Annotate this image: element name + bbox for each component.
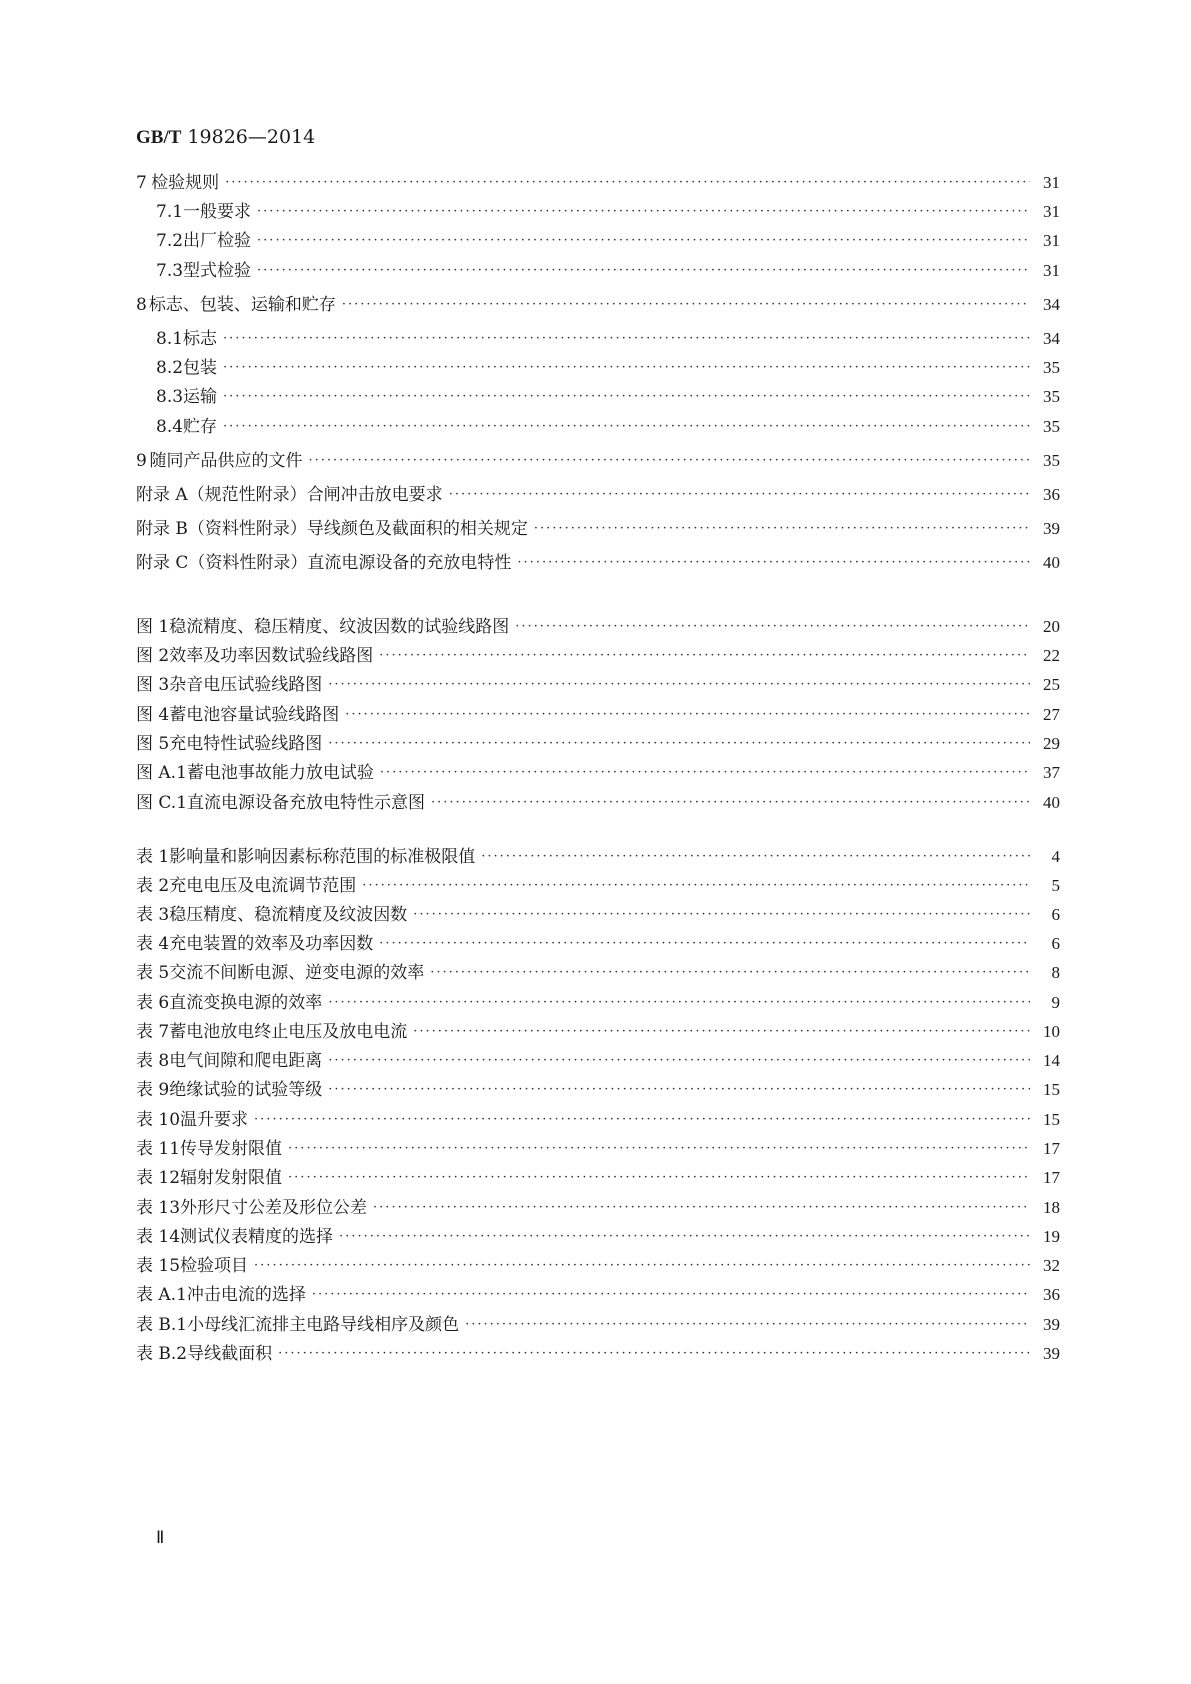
entry-page-number: 40 bbox=[1043, 793, 1060, 812]
entry-number: 7.3 bbox=[156, 261, 184, 281]
entry-page-number: 35 bbox=[1043, 358, 1060, 377]
entry-page-number: 10 bbox=[1043, 1022, 1060, 1041]
leader-dots bbox=[328, 1052, 1030, 1070]
entry-page-number: 14 bbox=[1043, 1051, 1060, 1070]
entry-title: 充电特性试验线路图 bbox=[169, 734, 323, 754]
entry-title: 测试仪表精度的选择 bbox=[180, 1227, 334, 1247]
entry-page-number: 15 bbox=[1043, 1080, 1060, 1099]
leader-dots bbox=[257, 262, 1030, 280]
entry-page-number: 31 bbox=[1043, 261, 1060, 280]
entry-number: 图 A.1 bbox=[136, 763, 187, 783]
entry-title: 直流电源设备的充放电特性 bbox=[307, 553, 512, 573]
entry-page-number: 36 bbox=[1043, 485, 1060, 504]
table-list-entry[interactable] bbox=[136, 1193, 1060, 1219]
figure-list-entry[interactable] bbox=[136, 788, 1060, 814]
entry-title: 温升要求 bbox=[180, 1110, 249, 1130]
toc-entry[interactable] bbox=[136, 256, 1060, 282]
entry-number: 表 B.1 bbox=[136, 1315, 188, 1335]
entry-title: 传导发射限值 bbox=[180, 1139, 283, 1159]
entry-number: 表 13 bbox=[136, 1198, 181, 1218]
entry-number: 表 1 bbox=[136, 847, 170, 867]
leader-dots bbox=[257, 232, 1030, 250]
figure-list-entry[interactable] bbox=[136, 641, 1060, 667]
entry-page-number: 35 bbox=[1043, 387, 1060, 406]
entry-title: 外形尺寸公差及形位公差 bbox=[180, 1198, 368, 1218]
entry-number: 9 bbox=[136, 451, 147, 471]
table-list-entry[interactable] bbox=[136, 988, 1060, 1014]
leader-dots bbox=[379, 647, 1030, 665]
entry-number: 附录 B（资料性附录） bbox=[136, 519, 307, 539]
entry-title: 标志、包装、运输和贮存 bbox=[148, 295, 336, 315]
entry-number: 附录 C（资料性附录） bbox=[136, 553, 308, 573]
entry-title: 影响量和影响因素标称范围的标准极限值 bbox=[169, 847, 476, 867]
table-list-entry[interactable] bbox=[136, 1163, 1060, 1189]
entry-number: 8.2 bbox=[156, 358, 184, 378]
figure-list-entry[interactable] bbox=[136, 670, 1060, 696]
entry-number: 表 12 bbox=[136, 1168, 181, 1188]
entry-page-number: 35 bbox=[1043, 451, 1060, 470]
table-list-entry[interactable] bbox=[136, 1339, 1060, 1365]
table-list-entry[interactable] bbox=[136, 1046, 1060, 1072]
entry-title: 一般要求 bbox=[183, 202, 252, 222]
table-list-entry[interactable] bbox=[136, 1280, 1060, 1306]
leader-dots bbox=[254, 1111, 1030, 1129]
leader-dots bbox=[312, 1286, 1030, 1304]
leader-dots bbox=[254, 1257, 1030, 1275]
leader-dots bbox=[328, 1081, 1030, 1099]
entry-number: 表 10 bbox=[136, 1110, 181, 1130]
table-list-entry[interactable] bbox=[136, 900, 1060, 926]
entry-page-number: 39 bbox=[1043, 1315, 1060, 1334]
entry-page-number: 36 bbox=[1043, 1285, 1060, 1304]
entry-page-number: 8 bbox=[1051, 963, 1060, 982]
leader-dots bbox=[223, 418, 1030, 436]
leader-dots bbox=[431, 794, 1030, 812]
leader-dots bbox=[515, 618, 1030, 636]
entry-title: 小母线汇流排主电路导线相序及颜色 bbox=[187, 1315, 460, 1335]
entry-number: 表 2 bbox=[136, 876, 170, 896]
toc-entry[interactable] bbox=[136, 290, 1060, 316]
entry-page-number: 39 bbox=[1043, 519, 1060, 538]
figure-list-entry[interactable] bbox=[136, 758, 1060, 784]
entry-page-number: 18 bbox=[1043, 1198, 1060, 1217]
entry-number: 8.3 bbox=[156, 387, 184, 407]
leader-dots bbox=[362, 877, 1030, 895]
entry-page-number: 17 bbox=[1043, 1139, 1060, 1158]
entry-number: 8.1 bbox=[156, 329, 184, 349]
leader-dots bbox=[309, 452, 1030, 470]
leader-dots bbox=[449, 486, 1030, 504]
entry-title: 稳压精度、稳流精度及纹波因数 bbox=[169, 905, 408, 925]
entry-title: 蓄电池容量试验线路图 bbox=[169, 705, 340, 725]
leader-dots bbox=[339, 1228, 1030, 1246]
leader-dots bbox=[223, 359, 1030, 377]
leader-dots bbox=[413, 906, 1030, 924]
leader-dots bbox=[225, 174, 1030, 192]
entry-page-number: 9 bbox=[1051, 993, 1060, 1012]
entry-page-number: 19 bbox=[1043, 1227, 1060, 1246]
entry-title: 交流不间断电源、逆变电源的效率 bbox=[169, 963, 425, 983]
document-header bbox=[136, 126, 315, 149]
entry-number: 表 4 bbox=[136, 934, 170, 954]
entry-number: 图 C.1 bbox=[136, 793, 188, 813]
entry-number: 7.1 bbox=[156, 202, 184, 222]
entry-page-number: 22 bbox=[1043, 646, 1060, 665]
leader-dots bbox=[288, 1140, 1030, 1158]
entry-title: 标志 bbox=[183, 329, 218, 349]
entry-page-number: 32 bbox=[1043, 1256, 1060, 1275]
entry-title: 随同产品供应的文件 bbox=[149, 451, 303, 471]
figure-list-entry[interactable] bbox=[136, 729, 1060, 755]
entry-page-number: 34 bbox=[1043, 329, 1060, 348]
leader-dots bbox=[223, 330, 1030, 348]
entry-title: 辐射发射限值 bbox=[180, 1168, 283, 1188]
entry-page-number: 25 bbox=[1043, 675, 1060, 694]
entry-title: 贮存 bbox=[183, 417, 218, 437]
leader-dots bbox=[465, 1316, 1030, 1334]
entry-title: 充电电压及电流调节范围 bbox=[169, 876, 357, 896]
leader-dots bbox=[413, 1023, 1030, 1041]
entry-page-number: 35 bbox=[1043, 417, 1060, 436]
entry-title: 检验项目 bbox=[180, 1256, 249, 1276]
entry-page-number: 20 bbox=[1043, 617, 1060, 636]
entry-number: 表 5 bbox=[136, 963, 170, 983]
leader-dots bbox=[342, 296, 1030, 314]
table-list-entry[interactable] bbox=[136, 1134, 1060, 1160]
entry-number: 表 14 bbox=[136, 1227, 181, 1247]
entry-title: 包装 bbox=[183, 358, 218, 378]
toc-entry[interactable] bbox=[136, 353, 1060, 379]
table-list-entry[interactable] bbox=[136, 1075, 1060, 1101]
entry-title: 电气间隙和爬电距离 bbox=[169, 1051, 323, 1071]
entry-page-number: 34 bbox=[1043, 295, 1060, 314]
table-list-entry[interactable] bbox=[136, 1251, 1060, 1277]
entry-number: 图 3 bbox=[136, 675, 170, 695]
entry-number: 表 9 bbox=[136, 1080, 170, 1100]
entry-page-number: 17 bbox=[1043, 1168, 1060, 1187]
entry-title: 直流电源设备充放电特性示意图 bbox=[187, 793, 426, 813]
toc-entry[interactable] bbox=[136, 324, 1060, 350]
entry-title: 冲击电流的选择 bbox=[186, 1285, 306, 1305]
entry-title: 检验规则 bbox=[151, 173, 220, 193]
entry-title: 充电装置的效率及功率因数 bbox=[169, 934, 374, 954]
entry-page-number: 29 bbox=[1043, 734, 1060, 753]
entry-number: 图 5 bbox=[136, 734, 170, 754]
table-list-entry[interactable] bbox=[136, 1222, 1060, 1248]
leader-dots bbox=[430, 964, 1030, 982]
toc-entry[interactable] bbox=[136, 382, 1060, 408]
entry-number: 表 11 bbox=[136, 1139, 181, 1159]
leader-dots bbox=[223, 388, 1030, 406]
entry-number: 表 8 bbox=[136, 1051, 170, 1071]
entry-page-number: 31 bbox=[1043, 173, 1060, 192]
toc-entry[interactable] bbox=[136, 514, 1060, 540]
entry-number: 8 bbox=[136, 295, 147, 315]
entry-number: 表 7 bbox=[136, 1022, 170, 1042]
table-list-entry[interactable] bbox=[136, 842, 1060, 868]
entry-number: 图 4 bbox=[136, 705, 170, 725]
leader-dots bbox=[517, 554, 1030, 572]
entry-page-number: 39 bbox=[1043, 1344, 1060, 1363]
figure-list-entry[interactable] bbox=[136, 612, 1060, 638]
leader-dots bbox=[380, 764, 1030, 782]
entry-title: 合闸冲击放电要求 bbox=[306, 485, 443, 505]
toc-entry[interactable] bbox=[136, 197, 1060, 223]
entry-title: 杂音电压试验线路图 bbox=[169, 675, 323, 695]
entry-title: 绝缘试验的试验等级 bbox=[169, 1080, 323, 1100]
entry-number: 7 bbox=[136, 173, 147, 193]
entry-title: 蓄电池事故能力放电试验 bbox=[186, 763, 374, 783]
entry-page-number: 15 bbox=[1043, 1110, 1060, 1129]
entry-page-number: 6 bbox=[1051, 934, 1060, 953]
leader-dots bbox=[373, 1199, 1030, 1217]
table-list-entry[interactable] bbox=[136, 1105, 1060, 1131]
leader-dots bbox=[328, 994, 1030, 1012]
entry-number: 8.4 bbox=[156, 417, 184, 437]
entry-number: 表 15 bbox=[136, 1256, 181, 1276]
leader-dots bbox=[534, 520, 1030, 538]
entry-page-number: 5 bbox=[1051, 876, 1060, 895]
entry-page-number: 37 bbox=[1043, 763, 1060, 782]
entry-number: 表 3 bbox=[136, 905, 170, 925]
toc-entry[interactable] bbox=[136, 168, 1060, 194]
table-list-entry[interactable] bbox=[136, 1310, 1060, 1336]
entry-title: 蓄电池放电终止电压及放电电流 bbox=[169, 1022, 408, 1042]
leader-dots bbox=[257, 203, 1030, 221]
entry-number: 图 2 bbox=[136, 646, 170, 666]
entry-page-number: 31 bbox=[1043, 202, 1060, 221]
entry-page-number: 31 bbox=[1043, 231, 1060, 250]
entry-number: 表 B.2 bbox=[136, 1344, 188, 1364]
leader-dots bbox=[345, 706, 1030, 724]
entry-page-number: 27 bbox=[1043, 705, 1060, 724]
entry-page-number: 4 bbox=[1051, 847, 1060, 866]
entry-number: 表 A.1 bbox=[136, 1285, 187, 1305]
entry-number: 表 6 bbox=[136, 993, 170, 1013]
entry-title: 效率及功率因数试验线路图 bbox=[169, 646, 374, 666]
entry-number: 图 1 bbox=[136, 617, 170, 637]
entry-number: 附录 A（规范性附录） bbox=[136, 485, 307, 505]
table-list-entry[interactable] bbox=[136, 958, 1060, 984]
toc-entry[interactable] bbox=[136, 480, 1060, 506]
table-list-entry[interactable] bbox=[136, 929, 1060, 955]
page-folio: Ⅱ bbox=[156, 1528, 165, 1547]
entry-title: 导线截面积 bbox=[187, 1344, 273, 1364]
doc-number: 19826—2014 bbox=[187, 126, 316, 148]
leader-dots bbox=[288, 1169, 1030, 1187]
leader-dots bbox=[481, 848, 1030, 866]
entry-title: 稳流精度、稳压精度、纹波因数的试验线路图 bbox=[169, 617, 510, 637]
entry-page-number: 6 bbox=[1051, 905, 1060, 924]
toc-entry[interactable] bbox=[136, 446, 1060, 472]
doc-code: GB/T bbox=[136, 127, 182, 148]
entry-number: 7.2 bbox=[156, 231, 184, 251]
entry-title: 导线颜色及截面积的相关规定 bbox=[306, 519, 528, 539]
figure-list-entry[interactable] bbox=[136, 700, 1060, 726]
toc-entry[interactable] bbox=[136, 412, 1060, 438]
toc-entry[interactable] bbox=[136, 548, 1060, 574]
entry-title: 运输 bbox=[183, 387, 218, 407]
leader-dots bbox=[278, 1345, 1030, 1363]
entry-title: 直流变换电源的效率 bbox=[169, 993, 323, 1013]
table-list-entry[interactable] bbox=[136, 1017, 1060, 1043]
entry-title: 型式检验 bbox=[183, 261, 252, 281]
leader-dots bbox=[379, 935, 1030, 953]
leader-dots bbox=[328, 735, 1030, 753]
entry-title: 出厂检验 bbox=[183, 231, 252, 251]
entry-page-number: 40 bbox=[1043, 553, 1060, 572]
toc-entry[interactable] bbox=[136, 226, 1060, 252]
leader-dots bbox=[328, 676, 1030, 694]
table-list-entry[interactable] bbox=[136, 871, 1060, 897]
